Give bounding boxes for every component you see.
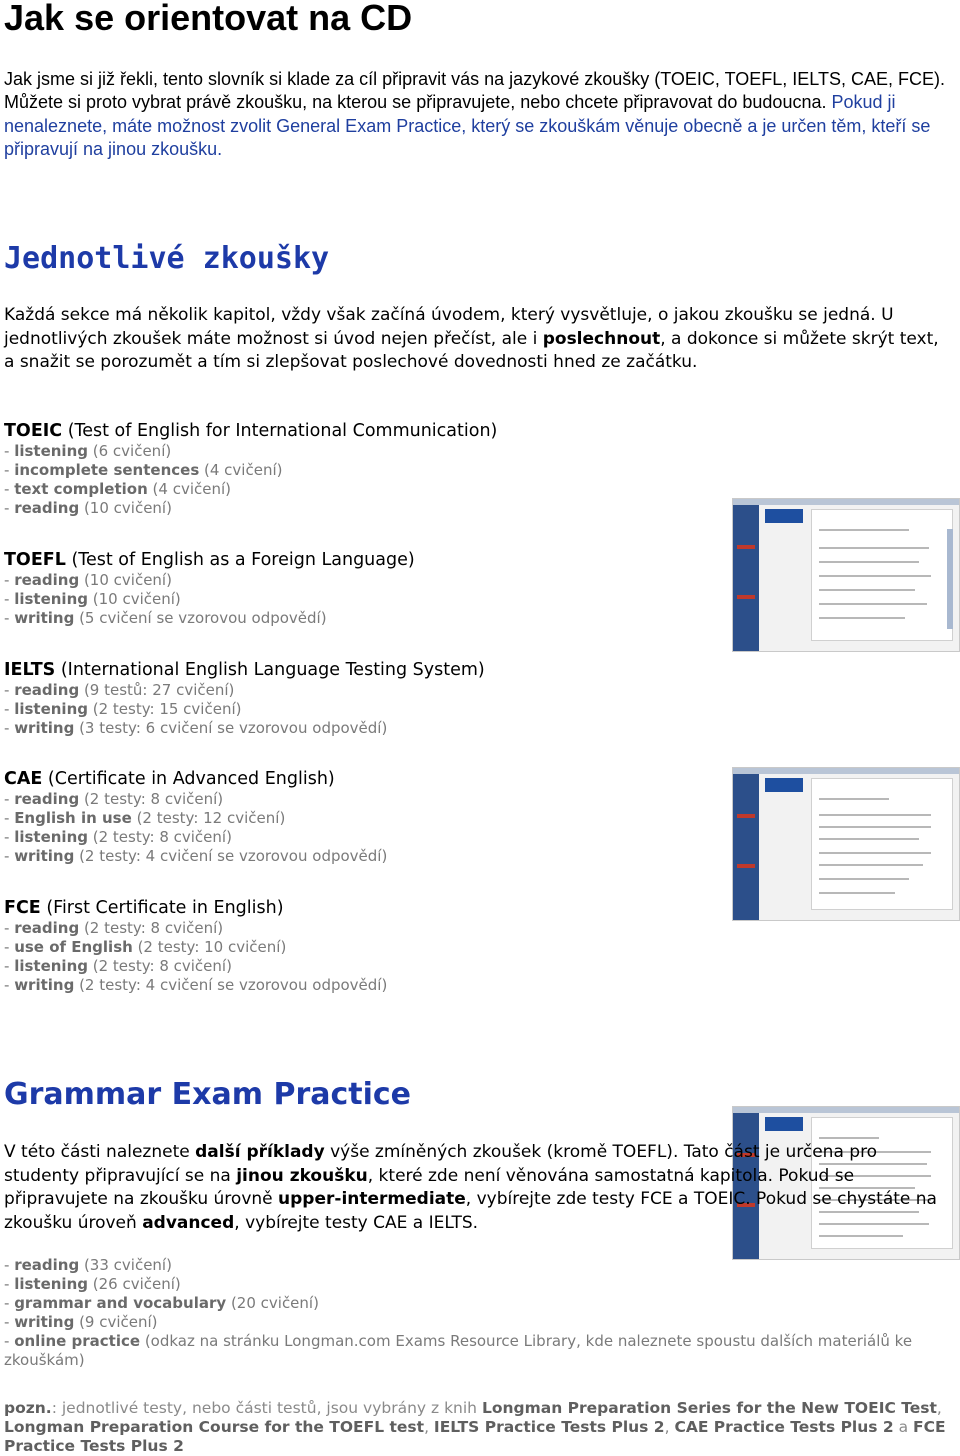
list-item: - writing (3 testy: 6 cvičení se vzorovou odpovědí) [4,719,388,737]
item-detail: (2 testy: 12 cvičení) [131,809,286,827]
item-name: reading [14,681,80,699]
item-detail: (10 cvičení) [79,571,172,589]
item-detail: (9 cvičení) [74,1313,158,1331]
item-name: writing [14,609,75,627]
list-item: - listening (6 cvičení) [4,442,172,460]
grammar-paragraph [4,1141,954,1235]
item-name: use of English [14,938,133,956]
footnote-label: pozn. [4,1399,52,1417]
exam-abbr: TOEFL [4,550,66,570]
item-detail: (3 testy: 6 cvičení se vzorovou odpovědí) [74,719,388,737]
list-item: - incomplete sentences (4 cvičení) [4,461,283,479]
item-detail: (9 testů: 27 cvičení) [79,681,235,699]
item-detail: (5 cvičení se vzorovou odpovědí) [74,609,327,627]
item-name: writing [14,847,75,865]
item-detail: (2 testy: 10 cvičení) [132,938,287,956]
list-item: - reading (2 testy: 8 cvičení) [4,790,224,808]
item-name: English in use [14,809,132,827]
text: , které zde není věnována samostatná kapitola. Pokud se připravujete na zkoušku úrovně [4,1165,855,1209]
text-bold: jinou zkoušku [236,1165,368,1186]
screenshot-thumbnail-toeic [732,498,960,652]
exam-title-cae [4,768,335,790]
item-name: writing [14,719,75,737]
item-detail: (2 testy: 8 cvičení) [79,919,224,937]
exams-intro-end: , a dokonce si můžete skrýt text, a snažit se porozumět a tím si zlepšovat poslechové dovednosti hned ze začátku. [4,328,939,372]
intro-text-2: Pokud ji nenaleznete, máte možnost zvolit General Exam Practice, který se zkouškám věnuje obecně a je určen těm, kteří se připravují na jinou zkoušku. [4,92,931,159]
list-item: - listening (26 cvičení) [4,1275,181,1293]
item-name: listening [14,590,88,608]
list-item: - text completion (4 cvičení) [4,480,232,498]
item-detail: (odkaz na stránku Longman.com Exams Resource Library, kde naleznete spoustu dalších materiálů ke zkouškám) [4,1332,913,1369]
exam-title-ielts [4,659,485,681]
text: V této části naleznete [4,1142,196,1162]
item-detail: (2 testy: 4 cvičení se vzorovou odpovědí) [74,847,388,865]
list-item: - online practice (odkaz na stránku Longman.com Exams Resource Library, kde naleznete spoustu dalších materiálů ke zkouškám) [4,1332,913,1369]
exam-full: (Test of English as a Foreign Language) [65,550,415,570]
item-detail: (2 testy: 15 cvičení) [87,700,242,718]
list-item: - English in use (2 testy: 12 cvičení) [4,809,286,827]
list-item: - writing (2 testy: 4 cvičení se vzorovou odpovědí) [4,847,388,865]
item-detail: (26 cvičení) [87,1275,181,1293]
text: , [424,1418,434,1436]
list-item: - writing (5 cvičení se vzorovou odpovědí) [4,609,327,627]
book-title: FCE Practice Tests Plus 2 [4,1418,946,1455]
text-bold: upper-intermediate [278,1189,466,1209]
text-bold: advanced [142,1212,235,1233]
exam-abbr: IELTS [4,660,56,680]
item-name: listening [14,828,88,846]
list-item: - reading (2 testy: 8 cvičení) [4,919,224,937]
section-heading-grammar: Grammar Exam Practice [4,1077,412,1112]
item-name: listening [14,957,88,975]
item-detail: (2 testy: 4 cvičení se vzorovou odpovědí) [74,976,388,994]
item-detail: (2 testy: 8 cvičení) [79,790,224,808]
list-item: - grammar and vocabulary (20 cvičení) [4,1294,319,1312]
item-detail: (6 cvičení) [87,442,172,460]
exam-full: (Test of English for International Communication) [62,421,498,441]
list-item: - listening (2 testy: 8 cvičení) [4,828,232,846]
list-item: - reading (10 cvičení) [4,571,172,589]
exam-full: (International English Language Testing System) [55,660,485,680]
list-item: - listening (2 testy: 8 cvičení) [4,957,232,975]
book-title: Longman Preparation Series for the New TOEIC Test [481,1399,937,1417]
book-title: IELTS Practice Tests Plus 2 [433,1418,665,1436]
item-detail: (4 cvičení) [147,480,232,498]
list-item: - use of English (2 testy: 10 cvičení) [4,938,287,956]
exam-title-toefl [4,549,415,571]
text: , vybírejte zde testy FCE a TOEIC. Pokud se chystáte na zkoušku úroveň [4,1189,937,1233]
exam-abbr: TOEIC [4,421,63,441]
item-name: online practice [14,1332,141,1350]
item-detail: (10 cvičení) [87,590,181,608]
item-detail: (2 testy: 8 cvičení) [87,957,232,975]
list-item: - writing (9 cvičení) [4,1313,158,1331]
item-name: reading [14,790,80,808]
exam-title-toeic [4,420,497,442]
section-heading-exams: Jednotlivé zkoušky [4,241,330,276]
item-name: listening [14,700,88,718]
section-exams-paragraph [4,304,949,375]
exam-full: (First Certificate in English) [40,898,284,918]
list-item: - listening (10 cvičení) [4,590,181,608]
list-item: - reading (9 testů: 27 cvičení) [4,681,235,699]
item-detail: (20 cvičení) [226,1294,319,1312]
text: , [936,1399,942,1417]
screenshot-thumbnail-cae [732,767,960,921]
text: : jednotlivé testy, nebo části testů, jsou vybrány z knih [51,1399,482,1417]
item-name: writing [14,976,75,994]
list-item: - writing (2 testy: 4 cvičení se vzorovou odpovědí) [4,976,388,994]
exams-intro-text: Každá sekce má několik kapitol, vždy však začíná úvodem, který vysvětluje, o jakou zkoušku se jedná. U jednotlivých zkoušek máte možnost si úvod nejen přečíst, ale i [4,305,894,349]
exams-intro-bold: poslechnout [542,328,661,349]
item-detail: (10 cvičení) [79,499,172,517]
list-item: - listening (2 testy: 15 cvičení) [4,700,242,718]
text-bold: další příklady [195,1142,325,1162]
item-name: grammar and vocabulary [14,1294,227,1312]
item-name: reading [14,571,80,589]
item-name: text completion [14,480,148,498]
text: a [893,1418,914,1436]
item-detail: (4 cvičení) [199,461,283,479]
item-name: writing [14,1313,75,1331]
text: , vybírejte testy CAE a IELTS. [234,1212,479,1233]
exam-title-fce [4,897,284,919]
item-name: reading [14,1256,80,1274]
list-item: - reading (33 cvičení) [4,1256,172,1274]
exam-abbr: FCE [4,898,41,918]
text: výše zmíněných zkoušek (kromě TOEFL). Tato část je určena pro studenty připravující se na [4,1142,878,1186]
item-name: incomplete sentences [14,461,200,479]
item-detail: (33 cvičení) [79,1256,172,1274]
book-title: CAE Practice Tests Plus 2 [674,1418,894,1436]
item-detail: (2 testy: 8 cvičení) [87,828,232,846]
list-item: - reading (10 cvičení) [4,499,172,517]
exam-full: (Certificate in Advanced English) [42,769,335,789]
item-name: listening [14,442,88,460]
intro-paragraph [4,68,954,161]
intro-text-1: Jak jsme si již řekli, tento slovník si klade za cíl připravit vás na jazykové zkoušky (TOEIC, TOEFL, IELTS, CAE, FCE). Můžete si proto vybrat právě zkoušku, na kterou se připravujete, nebo chcete připravovat do budoucna. [4,69,945,113]
exam-abbr: CAE [4,769,43,789]
page-title: Jak se orientovat na CD [4,0,413,38]
footnote [4,1399,954,1456]
book-title: Longman Preparation Course for the TOEFL test [4,1418,425,1436]
text: , [664,1418,675,1436]
item-name: reading [14,919,80,937]
item-name: reading [14,499,80,517]
item-name: listening [14,1275,88,1293]
